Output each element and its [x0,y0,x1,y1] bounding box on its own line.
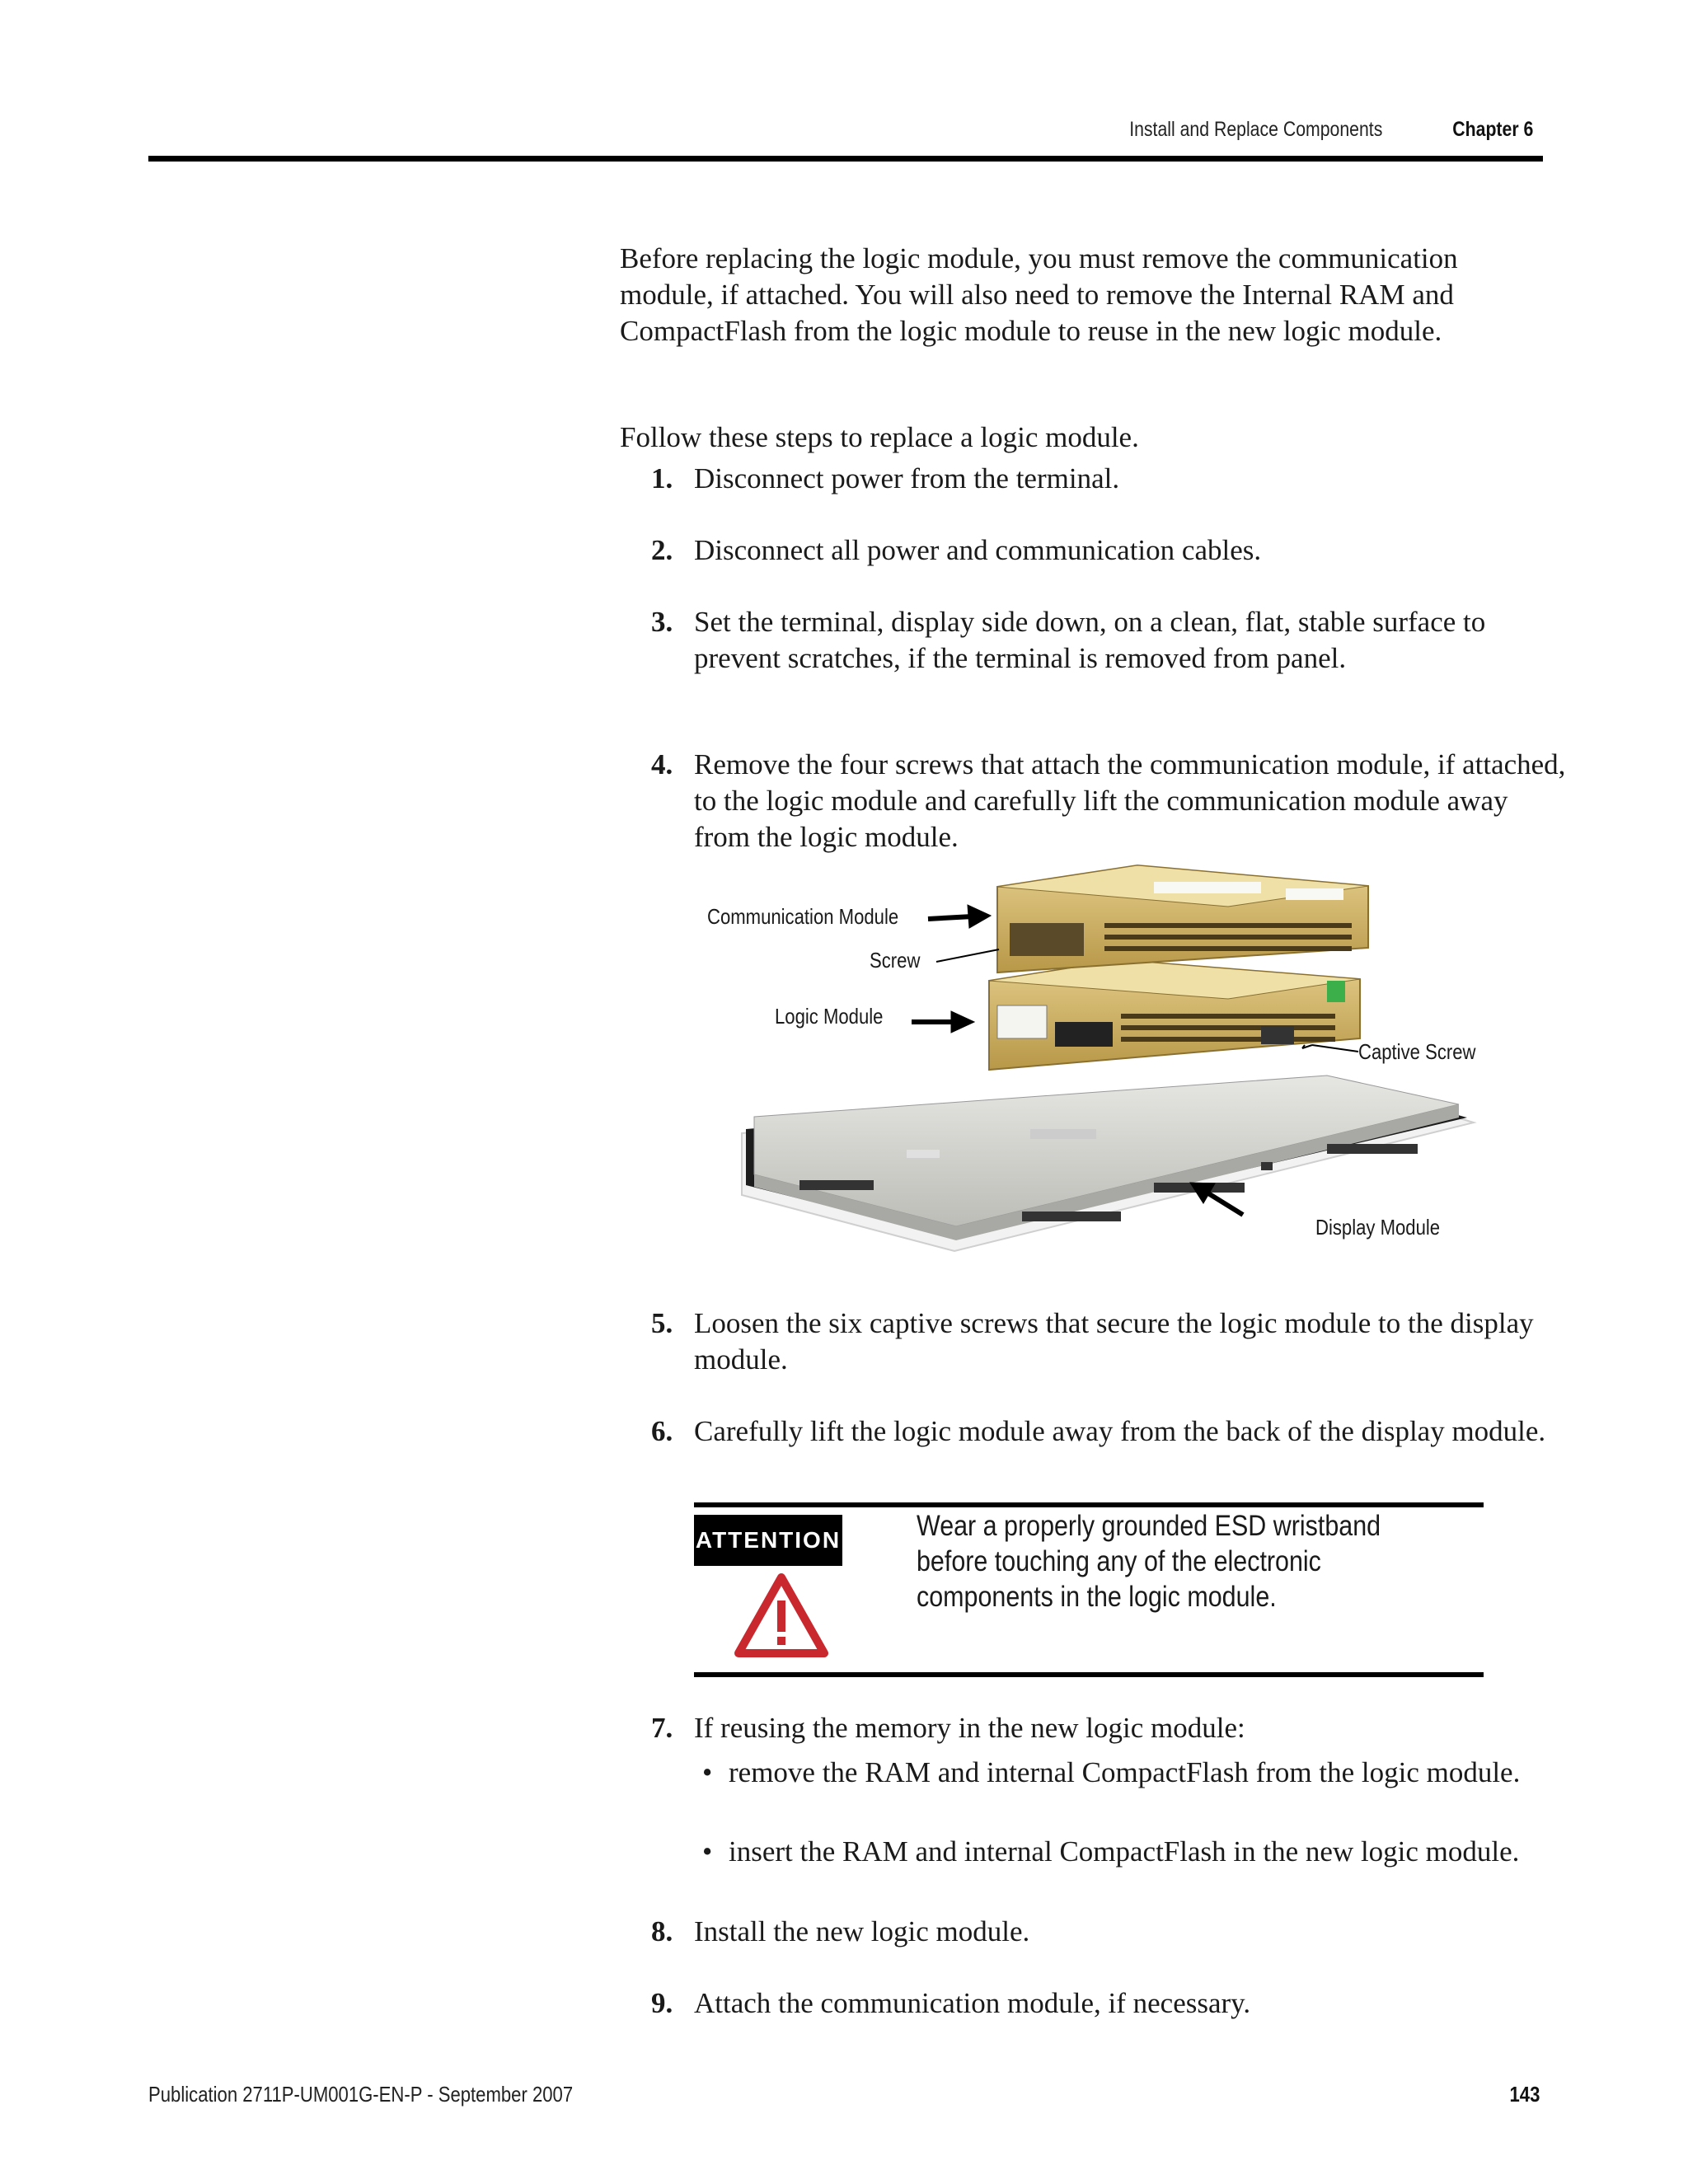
step-number: 4. [651,748,673,780]
attention-bottom-rule [694,1672,1484,1677]
warning-triangle-icon [734,1572,829,1658]
callout-captive-screw: Captive Screw [1358,1039,1476,1064]
attention-text: Wear a properly grounded ESD wristband before touching any of the electronic components in the logic module. [917,1510,1381,1613]
step-text: Install the new logic module. [694,1915,1030,1947]
step-text: If reusing the memory in the new logic module: [694,1712,1245,1744]
bullet-dot: • [702,1835,713,1868]
step-text: Set the terminal, display side down, on a clean, flat, stable surface to prevent scratches, if the terminal is removed from panel. [694,606,1486,674]
callout-display-module: Display Module [1315,1215,1441,1240]
step-number: 1. [651,462,673,494]
steps-lead-in: Follow these steps to replace a logic module. [620,421,1139,453]
running-header-section: Install and Replace Components [1128,118,1382,141]
step-number: 7. [651,1712,673,1744]
bullet-text: insert the RAM and internal CompactFlash in the new logic module. [729,1835,1520,1868]
step-number: 6. [651,1415,673,1447]
bullet-dot: • [702,1756,713,1788]
step-number: 2. [651,534,673,566]
step-text: Disconnect all power and communication cables. [694,534,1262,566]
communication-module-shape [997,865,1368,972]
intro-paragraph: Before replacing the logic module, you must remove the communication module, if attached. You will also need to remove the Internal RAM and CompactFlash from the logic module to reuse in the new logic module. [620,242,1458,347]
step-number: 3. [651,606,673,638]
step-text: Disconnect power from the terminal. [694,462,1120,494]
logic-module-shape [989,960,1360,1070]
footer-publication: Publication 2711P-UM001G-EN-P - September 2007 [148,2082,574,2107]
running-header-chapter: Chapter 6 [1451,118,1533,141]
header-rule [148,156,1543,162]
step-text: Remove the four screws that attach the communication module, if attached, to the logic module and carefully lift the communication module away from the logic module. [694,748,1566,853]
footer-page-number: 143 [1509,2082,1540,2107]
callout-logic-module: Logic Module [775,1004,884,1029]
step-number: 9. [651,1987,673,2019]
callout-communication-module: Communication Module [707,904,899,929]
step-text: Attach the communication module, if necessary. [694,1987,1251,2019]
callout-screw: Screw [870,948,921,972]
step-text: Loosen the six captive screws that secure the logic module to the display module. [694,1307,1534,1376]
step-number: 8. [651,1915,673,1947]
attention-top-rule [694,1502,1484,1507]
bullet-text: remove the RAM and internal CompactFlash from the logic module. [729,1756,1521,1788]
module-assembly-figure [692,857,1500,1286]
step-number: 5. [651,1307,673,1339]
attention-label: ATTENTION [694,1515,842,1566]
step-text: Carefully lift the logic module away from the back of the display module. [694,1415,1546,1447]
